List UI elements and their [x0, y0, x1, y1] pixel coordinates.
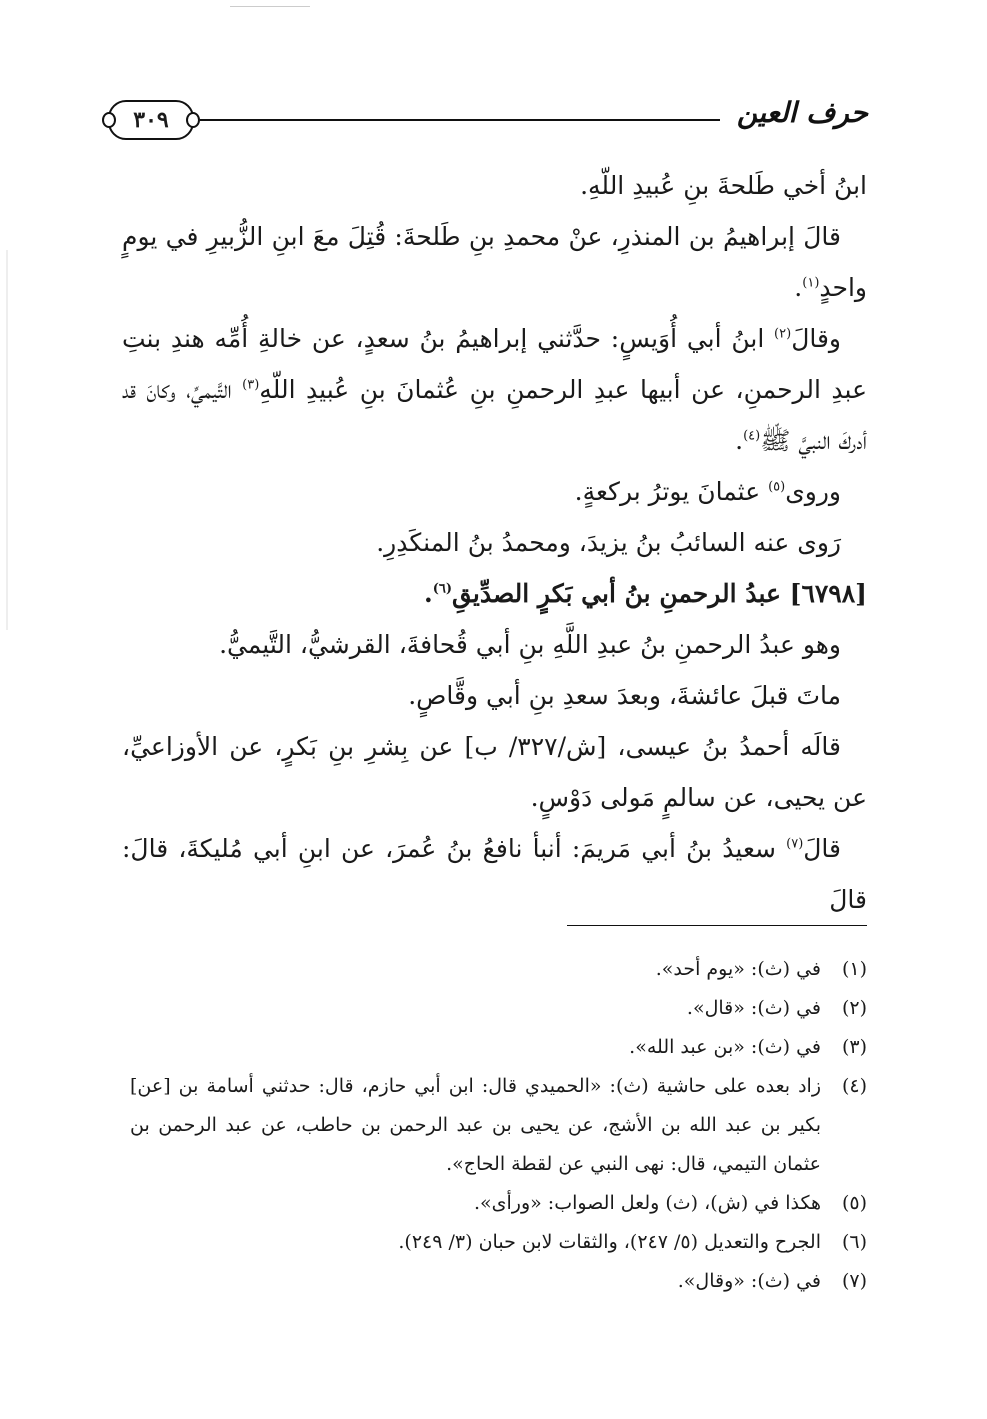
scan-artifact-margin [6, 250, 8, 630]
footnote-number: (٢) [841, 997, 867, 1019]
footnote [130, 950, 867, 989]
body-paragraph: قالَه أحمدُ بنُ عيسى، [ش/٣٢٧/ ب] عن بِشرِ بنِ بَكرٍ، عن الأوزاعيِّ، عن يحيى، عن سالمٍ مَولى دَوْسٍ. [122, 732, 867, 812]
footnote-text: في (ث): «وقال». [677, 1270, 821, 1292]
footnote-number: (١) [841, 958, 867, 980]
footnote-number: (٥) [841, 1192, 867, 1214]
footnotes [130, 950, 867, 1301]
footnote [130, 1028, 867, 1067]
footnote-text: هكذا في (ش)، (ث) ولعل الصواب: «ورأى». [473, 1192, 821, 1214]
footnote-number: (٤) [841, 1075, 867, 1097]
scan-artifact-line [230, 6, 310, 7]
footnote-number: (٦) [841, 1231, 867, 1253]
body-paragraph: وهو عبدُ الرحمنِ بنُ عبدِ اللَّهِ بنِ أبي قُحافةَ، القرشيُّ، التَّيميُّ. [219, 630, 841, 659]
footnote-number: (٧) [841, 1270, 867, 1292]
footnote-number: (٣) [841, 1036, 867, 1058]
page-number: ٣٠٩ [133, 107, 169, 133]
body-paragraph: وروى$^{(٥)}$ عثمانَ يوترُ بركعةٍ. [574, 477, 841, 506]
footnote-separator [567, 925, 867, 926]
footnote [130, 1184, 867, 1223]
footnote [130, 989, 867, 1028]
footnote [130, 1262, 867, 1301]
page-header [108, 92, 868, 142]
footnote [130, 1223, 867, 1262]
body-paragraph: ابنُ أخي طَلحةَ بنِ عُبيدِ اللّهِ. [580, 171, 867, 200]
footnote [130, 1067, 867, 1184]
body-paragraph: رَوى عنه السائبُ بنُ يزيدَ، ومحمدُ بنُ المنكَدِرِ. [376, 528, 841, 557]
body-paragraph: قالَ$^{(٧)}$ سعيدُ بنُ أبي مَريمَ: أنبأ نافعُ بنُ عُمرَ، عن ابنِ أبي مُليكةَ، قالَ: قالَ [122, 834, 867, 914]
footnote-text: في (ث): «يوم أحد». [655, 958, 821, 980]
main-text [122, 160, 867, 925]
footnote-text: زاد بعده على حاشية (ث): «الحميدي قال: ابن أبي حازم، قال: حدثني أسامة بن [عن] بكير بن عبد الله بن الأشج، عن يحيى بن عبد الرحمن بن حاطب، عن عبد الرحمن بن عثمان التيمي، قال: نهى النبي عن لقطة الحاج». [130, 1075, 821, 1175]
footnote-text: الجرح والتعديل (٥/ ٢٤٧)، والثقات لابن حبان (٣/ ٢٤٩). [398, 1231, 821, 1253]
body-paragraph: ماتَ قبلَ عائشةَ، وبعدَ سعدِ بنِ أبي وقَّاصٍ. [408, 681, 841, 710]
header-rule [200, 119, 720, 121]
body-paragraph: وقالَ$^{(٢)}$ ابنُ أبي أُوَيسٍ: حدَّثني إبراهيمُ بنُ سعدٍ، عن خالةِ أُمِّه هندِ بنتِ عبدِ الرحمنِ، عن أبيها عبدِ الرحمنِ بنِ عُثمانَ بنِ عُبيدِ اللّهِ$^{(٣)}$ التَّيميِّ، وكانَ قد أدركَ النبيَّ ﷺ$^{(٤)}$. [122, 324, 868, 455]
entry-heading: [٦٧٩٨] عبدُ الرحمنِ بنُ أبي بَكرٍ الصدِّيقِ$^{(٦)}$. [424, 579, 867, 608]
page-number-badge [108, 100, 194, 140]
footnote-text: في (ث): «بن عبد الله». [629, 1036, 821, 1058]
footnote-text: في (ث): «قال». [686, 997, 821, 1019]
body-paragraph: قالَ إبراهيمُ بن المنذرِ، عنْ محمدِ بنِ طَلحةَ: قُتِلَ معَ ابنِ الزُّبيرِ في يومٍ واحدٍ$^{(١)}$. [122, 222, 867, 302]
running-head: حرف العين [736, 96, 868, 129]
